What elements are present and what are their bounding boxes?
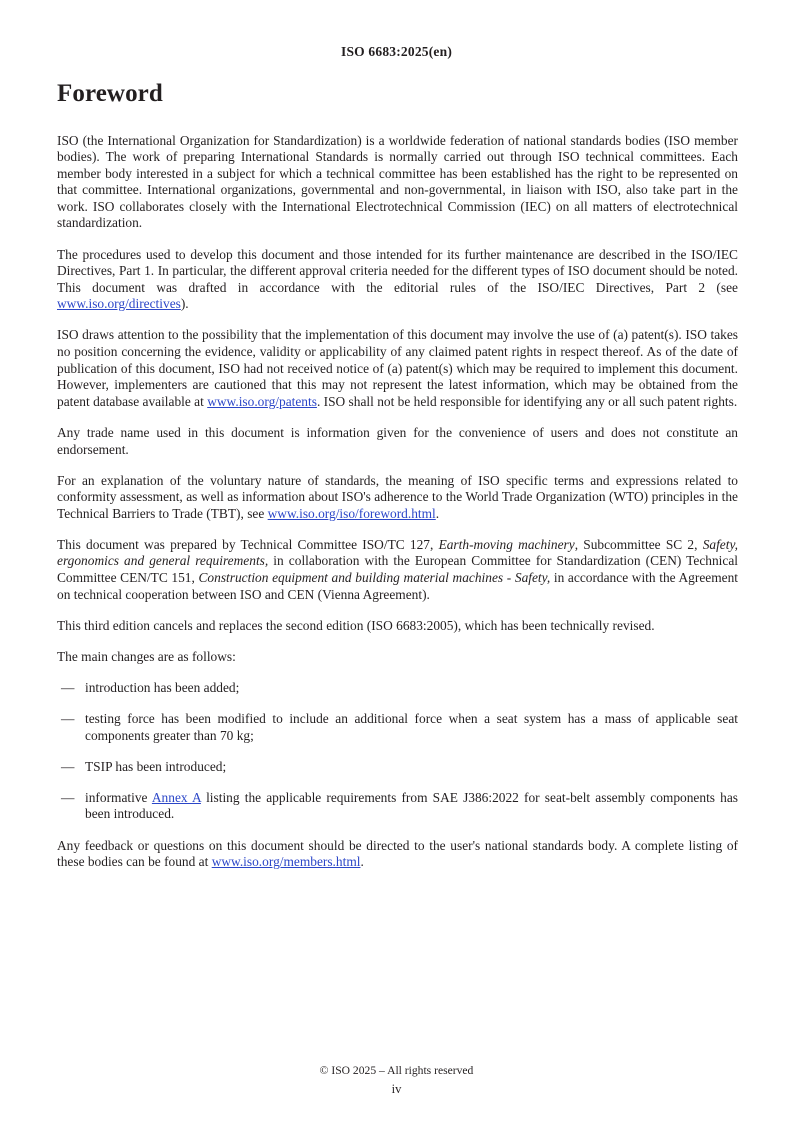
paragraph-patents-text-after: . ISO shall not be held responsible for identifying any or all such patent rights. <box>316 393 738 409</box>
list-item-label-before: informative <box>85 789 152 805</box>
list-item <box>57 759 738 776</box>
paragraph-procedures <box>57 247 738 313</box>
link-iso-foreword[interactable]: www.iso.org/iso/foreword.html <box>267 505 436 521</box>
link-annex-a[interactable]: Annex A <box>151 789 201 805</box>
tc-italic-earth-moving-machinery: Earth-moving machinery <box>438 536 575 552</box>
list-item <box>57 680 738 697</box>
em-dash-marker-icon: — <box>61 758 75 774</box>
paragraph-feedback <box>57 838 738 871</box>
paragraph-voluntary-nature <box>57 473 738 523</box>
footer-copyright: © ISO 2025 – All rights reserved <box>319 1064 474 1077</box>
list-item-label-after: listing the applicable requirements from SAE J386:2022 for seat-belt assembly components has been introduced. <box>85 789 738 822</box>
changes-list <box>57 680 738 823</box>
paragraph-iso-description: ISO (the International Organization for Standardization) is a worldwide federation of national standards bodies (ISO member bodies). The work of preparing International Standards is normally carried out through ISO technical committees. Each member body interested in a subject for which a technical committee has been established has the right to be represented on that committee. International organizations, governmental and non-governmental, in liaison with ISO, also take part in the work. ISO collaborates closely with the International Electrotechnical Commission (IEC) on all matters of electrotechnical standardization. <box>57 132 738 231</box>
paragraph-procedures-text-before: The procedures used to develop this document and those intended for its further maintenance are described in the ISO/IEC Directives, Part 1. In particular, the different approval criteria needed for the different types of ISO document should be noted. This document was drafted in accordance with the editorial rules of the ISO/IEC Directives, Part 2 (see <box>57 246 738 295</box>
list-item-label: TSIP has been introduced; <box>85 758 227 774</box>
paragraph-feedback-text-after: . <box>360 854 364 870</box>
page-number: iv <box>391 1082 402 1096</box>
paragraph-feedback-text-before: Any feedback or questions on this document should be directed to the user's national standards body. A complete listing of these bodies can be found at <box>57 837 738 870</box>
link-iso-members[interactable]: www.iso.org/members.html <box>211 854 361 870</box>
paragraph-trade-name: Any trade name used in this document is information given for the convenience of users and does not constitute an endorsement. <box>57 424 738 457</box>
paragraph-procedures-text-after: ). <box>180 296 189 312</box>
paragraph-technical-committee <box>57 537 738 603</box>
paragraph-voluntary-text-before: For an explanation of the voluntary nature of standards, the meaning of ISO specific terms and expressions related to conformity assessment, as well as information about ISO's adherence to the World Trade Organization (WTO) principles in the Technical Barriers to Trade (TBT), see <box>57 472 738 521</box>
running-header: ISO 6683:2025(en) <box>340 44 453 59</box>
paragraph-voluntary-text-after: . <box>435 505 440 521</box>
tc-segment-1: This document was prepared by Technical Committee ISO/TC 127, <box>57 536 439 552</box>
tc-segment-3: in collaboration with the European Committee for Standardization (CEN) Technical Committee CEN/TC 151, <box>57 553 739 586</box>
page-title: Foreword <box>57 80 163 107</box>
tc-italic-safety-ergonomics: Safety, ergonomics and general requirements, <box>57 536 739 569</box>
em-dash-marker-icon: — <box>61 679 75 695</box>
em-dash-marker-icon: — <box>61 711 75 727</box>
list-item <box>57 711 738 744</box>
tc-segment-4: in accordance with the Agreement on technical cooperation between ISO and CEN (Vienna Agreement). <box>57 570 738 602</box>
page-content <box>57 80 738 885</box>
tc-segment-2: , Subcommittee SC 2, <box>574 536 703 552</box>
list-item-label: introduction has been added; <box>85 679 240 695</box>
paragraph-patents <box>57 327 738 410</box>
em-dash-marker-icon: — <box>61 789 75 805</box>
paragraph-edition-replaces: This third edition cancels and replaces the second edition (ISO 6683:2005), which has been technically revised. <box>57 617 655 633</box>
link-iso-directives[interactable]: www.iso.org/directives <box>57 296 181 312</box>
list-item <box>57 790 738 823</box>
paragraph-main-changes-intro: The main changes are as follows: <box>57 648 236 664</box>
link-iso-patents[interactable]: www.iso.org/patents <box>207 393 317 409</box>
paragraph-patents-text-before: ISO draws attention to the possibility that the implementation of this document may involve the use of (a) patent(s). ISO takes no position concerning the evidence, validity or applicability of any claimed patent rights in respect thereof. As of the date of publication of this document, ISO had not received notice of (a) patent(s) which may be required to implement this document. However, implementers are cautioned that this may not represent the latest information, which may be obtained from the patent database available at <box>57 327 738 409</box>
list-item-label: testing force has been modified to include an additional force when a seat system has a mass of applicable seat components greater than 70 kg; <box>85 711 738 743</box>
tc-italic-construction-equipment: Construction equipment and building material machines - Safety, <box>198 570 551 586</box>
